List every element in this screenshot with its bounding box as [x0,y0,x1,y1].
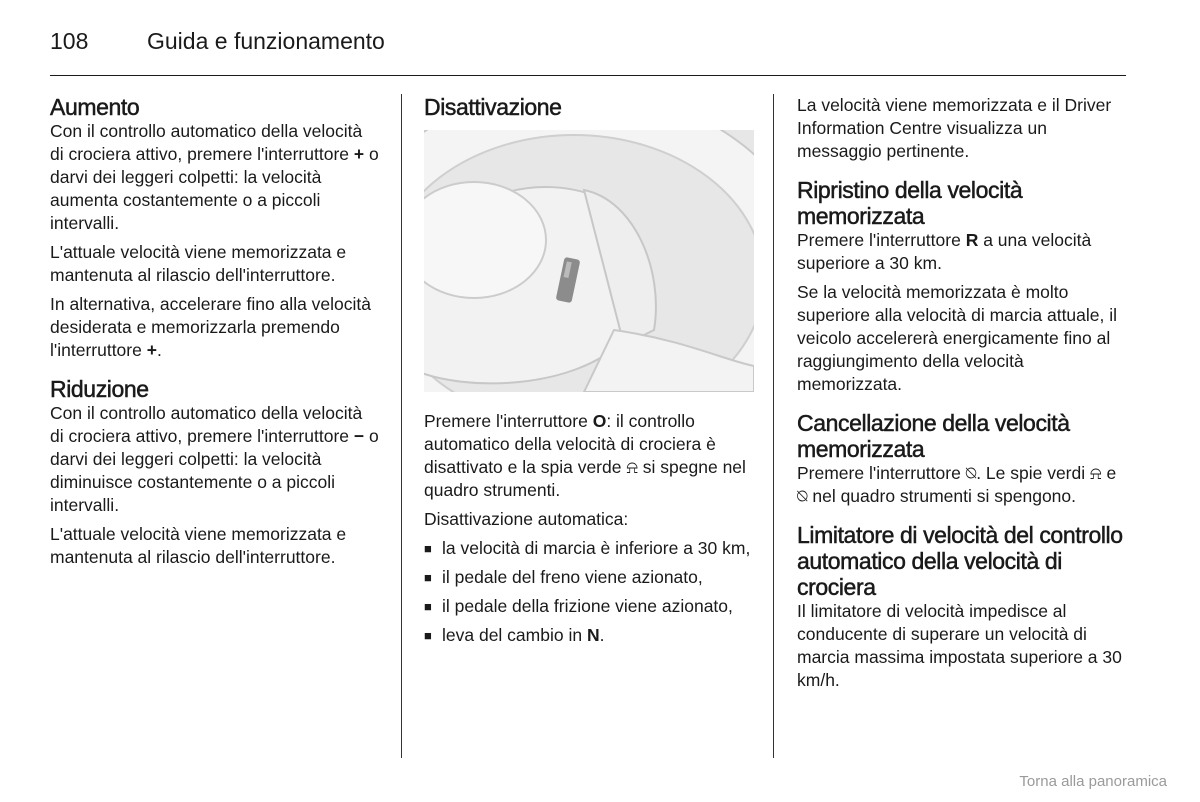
column-3 [797,94,1127,702]
bullet-icon: ■ [424,541,432,556]
minus-icon: − [353,426,365,446]
page-number: 108 [50,28,89,54]
cruise-control-lamp-icon: ⍾ [1090,463,1102,483]
list-item: ■ il pedale del freno viene azionato, [424,567,703,587]
speed-limiter-icon: ⍉ [797,486,808,506]
section-cancellazione [797,410,1127,508]
limitatore-paragraph: Il limitatore di velocità impedisce al conducente di superare un velocità di marcia massima impostata superiore a 30 km/h. [797,601,1122,690]
aumento-paragraph-2: L'attuale velocità viene memorizzata e mantenuta al rilascio dell'interruttore. [50,242,347,285]
plus-icon: + [146,340,157,360]
heading-disattivazione: Disattivazione [424,94,562,120]
section-ripristino [797,177,1127,396]
page-title: Guida e funzionamento [147,28,385,54]
back-to-overview-link[interactable]: Torna alla panoramica [1019,773,1167,790]
bullet-icon: ■ [424,599,432,614]
heading-ripristino: Ripristino della velocità memorizzata [797,177,1023,229]
riduzione-paragraph-1: Con il controllo automatico della velocità di crociera attivo, premere l'interruttore − o darvi dei leggeri colpetti: la velocità diminuisce costantemente o a piccoli intervalli. [50,403,379,515]
column-divider-2 [773,94,774,758]
column-2 [424,94,754,653]
bullet-icon: ■ [424,628,432,643]
section-limitatore [797,522,1127,692]
ripristino-paragraph-2: Se la velocità memorizzata è molto superiore alla velocità di marcia attuale, il veicolo accelererà energicamente fino al raggiungimento della velocità memorizzata. [797,282,1118,394]
heading-aumento: Aumento [50,94,140,120]
disattivazione-paragraph: Premere l'interruttore O: il controllo automatico della velocità di crociera è disattivato e la spia verde ⍾ si spegne nel quadro strumenti. [424,411,746,500]
page-header [50,24,1126,76]
plus-icon: + [353,144,365,164]
heading-limitatore: Limitatore di velocità del controllo automatico della velocità di crociera [797,522,1123,600]
speed-limiter-icon: ⍉ [965,463,977,483]
auto-deactivation-list [424,537,754,647]
off-switch-icon: O [592,411,607,431]
list-item: ■ la velocità di marcia è inferiore a 30 km, [424,538,751,558]
header-divider [50,75,1126,76]
list-item: ■ il pedale della frizione viene azionato, [424,596,733,616]
cancellazione-paragraph: Premere l'interruttore ⍉. Le spie verdi ⍾ e ⍉ nel quadro strumenti si spengono. [797,463,1117,506]
intro-paragraph: La velocità viene memorizzata e il Driver Information Centre visualizza un messaggio pertinente. [797,95,1112,161]
heading-riduzione: Riduzione [50,376,149,402]
heading-cancellazione: Cancellazione della velocità memorizzata [797,410,1070,462]
column-divider-1 [401,94,402,758]
section-aumento [50,94,380,362]
column-1 [50,94,380,579]
cruise-control-lamp-icon: ⍾ [626,457,638,477]
steering-wheel-icon [424,130,754,392]
section-riduzione [50,376,380,569]
list-item: ■ leva del cambio in N. [424,625,605,645]
aumento-paragraph-1: Con il controllo automatico della velocità di crociera attivo, premere l'interruttore + o darvi dei leggeri colpetti: la velocità aumenta costantemente o a piccoli intervalli. [50,121,379,233]
auto-deactivation-label: Disattivazione automatica: [424,509,629,529]
ripristino-paragraph-1: Premere l'interruttore R a una velocità superiore a 30 km. [797,230,1092,273]
riduzione-paragraph-2: L'attuale velocità viene memorizzata e mantenuta al rilascio dell'interruttore. [50,524,347,567]
bullet-icon: ■ [424,570,432,585]
aumento-paragraph-3: In alternativa, accelerare fino alla velocità desiderata e memorizzarla premendo l'interruttore +. [50,294,372,360]
resume-switch-icon: R [965,230,979,250]
